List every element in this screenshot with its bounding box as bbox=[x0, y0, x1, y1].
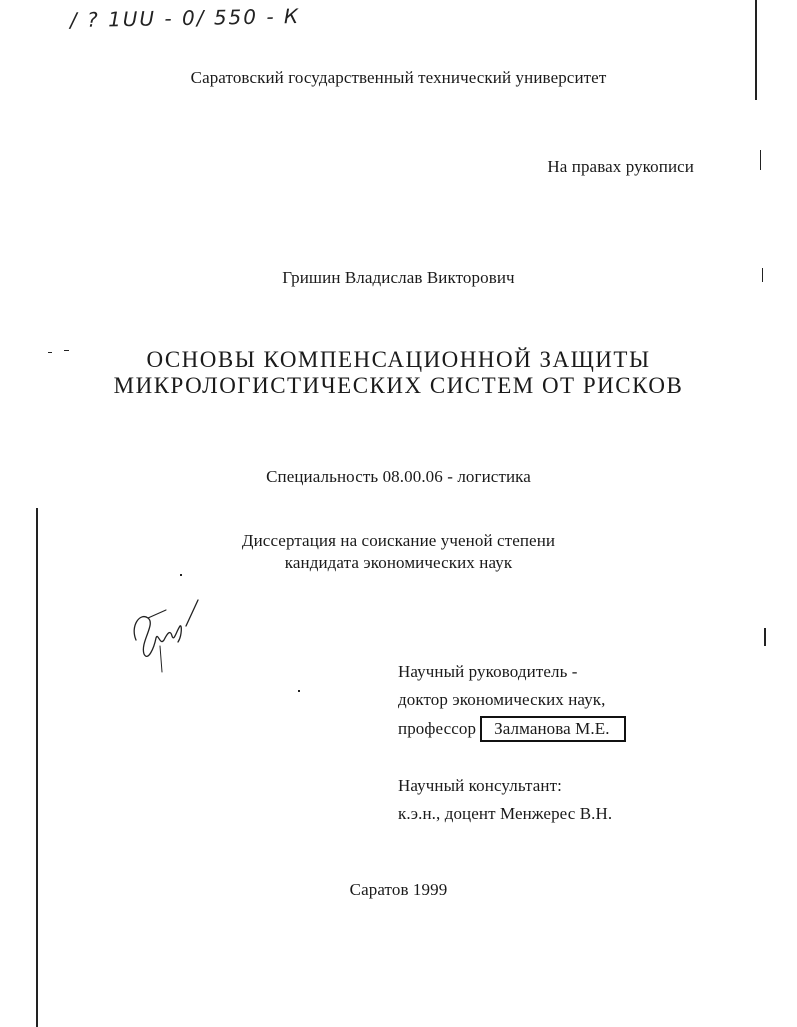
scan-speck bbox=[298, 690, 300, 692]
scan-speck bbox=[180, 574, 182, 576]
dissertation-line2: кандидата экономических наук bbox=[284, 553, 513, 572]
supervisor-line bbox=[398, 716, 626, 742]
supervisor-degree: доктор экономических наук, bbox=[398, 690, 606, 709]
scan-edge-line bbox=[755, 0, 757, 100]
scan-mark bbox=[764, 628, 766, 646]
city-year: Саратов 1999 bbox=[349, 880, 448, 899]
thesis-title-line2: МИКРОЛОГИСТИЧЕСКИХ СИСТЕМ ОТ РИСКОВ bbox=[113, 373, 684, 398]
supervisor-name-box: Залманова М.Е. bbox=[480, 716, 625, 742]
author-name: Гришин Владислав Викторович bbox=[282, 268, 515, 287]
specialty: Специальность 08.00.06 - логистика bbox=[266, 467, 531, 486]
scan-left-edge bbox=[36, 508, 38, 1027]
scan-speck bbox=[48, 352, 52, 353]
supervisor-rank: профессор bbox=[398, 719, 477, 738]
thesis-title-line1: ОСНОВЫ КОМПЕНСАЦИОННОЙ ЗАЩИТЫ bbox=[146, 347, 651, 372]
scan-mark bbox=[762, 268, 763, 282]
supervisor-role: Научный руководитель - bbox=[398, 662, 578, 681]
scan-speck bbox=[64, 350, 69, 351]
manuscript-rights: На правах рукописи bbox=[547, 157, 694, 176]
handwritten-signature bbox=[126, 596, 206, 676]
consultant-details: к.э.н., доцент Менжерес В.Н. bbox=[398, 804, 613, 823]
consultant-role: Научный консультант: bbox=[398, 776, 562, 795]
dissertation-line1: Диссертация на соискание ученой степени bbox=[241, 531, 556, 550]
scan-mark bbox=[760, 150, 761, 170]
archive-number-handwritten: / ? 1UU - 0/ 550 - К bbox=[69, 3, 301, 33]
university-name: Саратовский государственный технический университет bbox=[190, 68, 607, 87]
